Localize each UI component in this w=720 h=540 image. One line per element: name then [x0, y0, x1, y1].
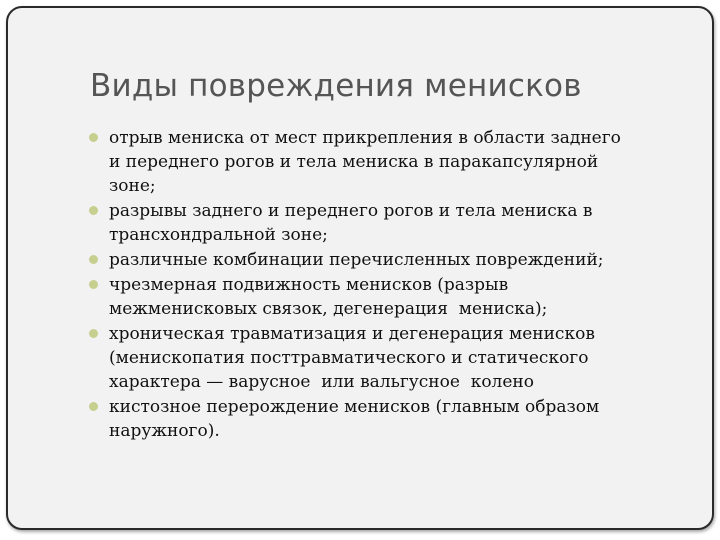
bullet-text-line: разрывы заднего и переднего рогов и тела мениска в	[109, 201, 593, 221]
bullet-item	[84, 273, 684, 321]
bullet-dot-icon	[89, 280, 98, 289]
bullet-item	[84, 322, 684, 394]
bullet-list	[84, 126, 684, 444]
bullet-text-line: межменисковых связок, дегенерация мениска);	[109, 299, 548, 319]
bullet-item	[84, 248, 684, 272]
slide-title: Виды повреждения менисков	[90, 68, 582, 104]
bullet-text-line: (менископатия посттравматического и статического	[109, 348, 589, 368]
bullet-text-line: отрыв мениска от мест прикрепления в области заднего	[109, 128, 621, 148]
bullet-text-line: хроническая травматизация и дегенерация менисков	[109, 324, 595, 344]
bullet-text-line: характера — варусное или вальгусное колено	[109, 372, 534, 392]
bullet-dot-icon	[89, 329, 98, 338]
bullet-dot-icon	[89, 206, 98, 215]
bullet-text-line: чрезмерная подвижность менисков (разрыв	[109, 275, 509, 295]
bullet-text-line: трансхондральной зоне;	[109, 225, 328, 245]
bullet-dot-icon	[89, 255, 98, 264]
bullet-dot-icon	[89, 402, 98, 411]
bullet-text-line: и переднего рогов и тела мениска в паракапсулярной	[109, 152, 599, 172]
bullet-text-line: кистозное перерождение менисков (главным образом	[109, 397, 600, 417]
slide-card	[6, 6, 714, 530]
bullet-item	[84, 395, 684, 443]
bullet-dot-icon	[89, 133, 98, 142]
bullet-text-line: наружного).	[109, 421, 220, 441]
bullet-text-line: зоне;	[109, 176, 156, 196]
bullet-item	[84, 126, 684, 198]
bullet-item	[84, 199, 684, 247]
bullet-text-line: различные комбинации перечисленных повреждений;	[109, 250, 604, 270]
